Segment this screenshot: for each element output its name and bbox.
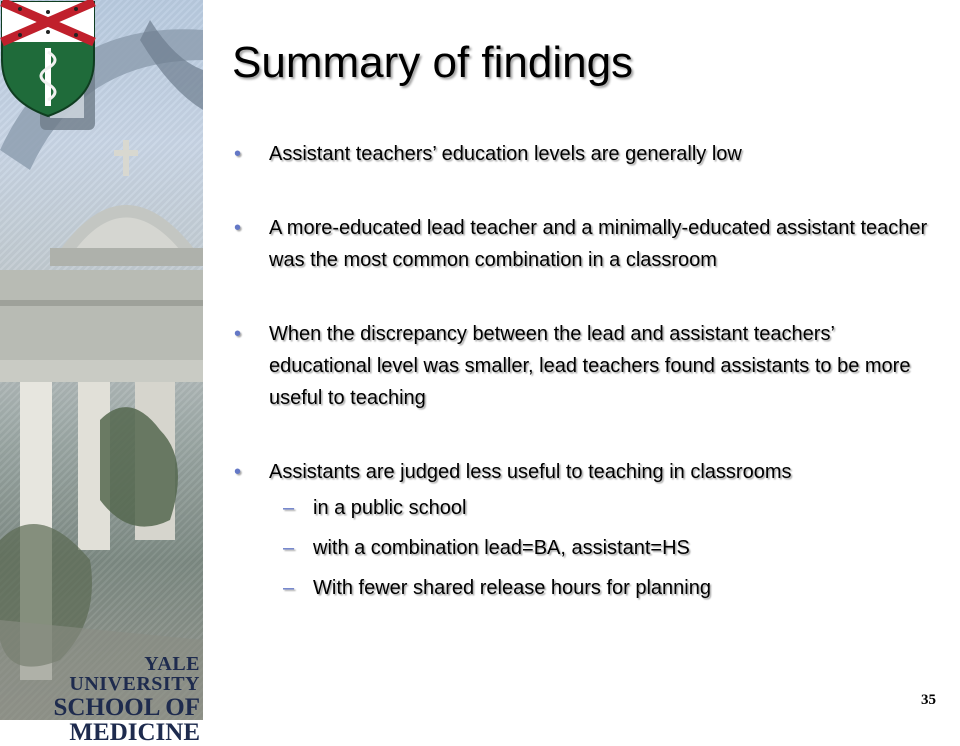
sub-bullet-list [269,494,932,602]
bullet-text: When the discrepancy between the lead and assistant teachers’ educational level was smaller, lead teachers found assistants to be more useful to teaching [269,323,911,409]
sub-bullet-text: with a combination lead=BA, assistant=HS [313,537,690,559]
bullet-dot-icon: • [234,217,242,239]
slide-title: Summary of findings [232,38,634,87]
bullet-dot-icon: • [234,323,242,345]
bullet-item [232,212,932,276]
wordmark-line-1: YALE UNIVERSITY [69,653,200,695]
sub-bullet-text: With fewer shared release hours for planning [313,577,711,599]
yale-medicine-shield-icon [0,0,96,118]
sub-bullet-text: in a public school [313,497,467,519]
bullet-list [232,138,932,614]
side-artwork-panel [0,0,203,746]
wordmark-line-3: MEDICINE [69,719,200,746]
dash-icon: – [283,577,295,599]
dash-icon: – [283,497,295,519]
dash-icon: – [283,537,295,559]
bullet-item [232,318,932,414]
bullet-dot-icon: • [234,143,242,165]
bullet-text: Assistant teachers’ education levels are generally low [269,143,742,165]
sub-bullet-item [269,574,932,602]
yale-wordmark [22,654,200,745]
bullet-dot-icon: • [234,461,242,483]
sub-bullet-item [269,494,932,522]
bullet-item [232,138,932,170]
page-number: 35 [921,692,936,708]
bullet-item [232,456,932,602]
wordmark-line-2: SCHOOL OF [53,694,200,721]
bullet-text: A more-educated lead teacher and a minimally-educated assistant teacher was the most common combination in a classroom [269,217,928,271]
sub-bullet-item [269,534,932,562]
bullet-text: Assistants are judged less useful to teaching in classrooms [269,461,792,483]
